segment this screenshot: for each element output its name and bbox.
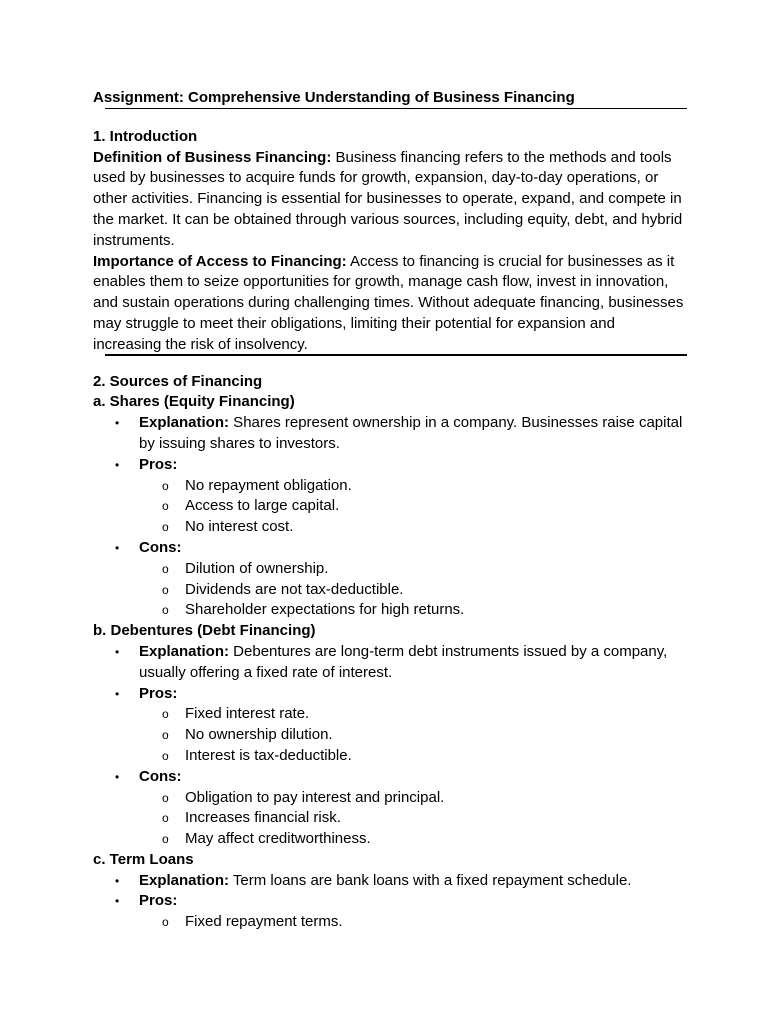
pro-item: No ownership dilution. bbox=[185, 726, 333, 744]
list-item bbox=[93, 704, 687, 725]
bullet-icon: • bbox=[115, 873, 120, 888]
bullet-icon: • bbox=[115, 686, 120, 701]
sub-bullet-icon: o bbox=[162, 520, 169, 535]
con-item: Dilution of ownership. bbox=[185, 559, 329, 577]
bullet-icon: • bbox=[115, 644, 120, 659]
cons-label: Cons: bbox=[139, 767, 182, 785]
list-item bbox=[93, 808, 687, 829]
pro-item: Access to large capital. bbox=[185, 497, 340, 515]
importance-label: Importance of Access to Financing: bbox=[93, 252, 347, 270]
list-item bbox=[93, 684, 687, 705]
sub-bullet-icon: o bbox=[162, 728, 169, 743]
cons-label: Cons: bbox=[139, 538, 182, 556]
sub-bullet-icon: o bbox=[162, 707, 169, 722]
con-item: May affect creditworthiness. bbox=[185, 830, 371, 848]
sub-bullet-icon: o bbox=[162, 478, 169, 493]
sub-bullet-icon: o bbox=[162, 790, 169, 805]
sub-bullet-icon: o bbox=[162, 811, 169, 826]
document-body bbox=[93, 88, 687, 933]
bullet-icon: • bbox=[115, 457, 120, 472]
importance-text: Access to financing is crucial for businesses as it enables them to seize opportunities for growth, manage cash flow, invest in innovation, and sustain operations during challenging times. Without adequate financing, businesses may struggle to meet their obligations, limiting their potential for expansion and increasing the risk of insolvency. bbox=[93, 252, 684, 353]
pro-item: Interest is tax-deductible. bbox=[185, 746, 352, 764]
document-title: Assignment: Comprehensive Understanding of Business Financing bbox=[93, 89, 575, 106]
explanation-text: Debentures are long-term debt instruments issued by a company, usually offering a fixed rate of interest. bbox=[139, 642, 668, 681]
list-item bbox=[93, 642, 687, 684]
list-item bbox=[93, 538, 687, 559]
pros-label: Pros: bbox=[139, 684, 178, 702]
explanation-text: Shares represent ownership in a company. Businesses raise capital by issuing shares to investors. bbox=[139, 414, 683, 452]
list-item bbox=[93, 788, 687, 809]
list-item bbox=[93, 476, 687, 497]
pro-item: No interest cost. bbox=[185, 518, 294, 536]
list-item bbox=[93, 871, 687, 892]
sub-bullet-icon: o bbox=[162, 603, 169, 618]
section-b-title: b. Debentures (Debt Financing) bbox=[93, 622, 316, 640]
sub-bullet-icon: o bbox=[162, 748, 169, 763]
list-item bbox=[93, 517, 687, 538]
sources-heading: 2. Sources of Financing bbox=[93, 372, 263, 390]
explanation-label: Explanation: bbox=[139, 871, 230, 889]
list-item bbox=[93, 559, 687, 580]
list-item bbox=[93, 600, 687, 621]
sub-bullet-icon: o bbox=[162, 499, 169, 514]
explanation-label: Explanation: bbox=[139, 642, 230, 660]
pro-item: Fixed interest rate. bbox=[185, 705, 310, 723]
definition-label: Definition of Business Financing: bbox=[93, 148, 332, 166]
pro-item: Fixed repayment terms. bbox=[185, 913, 343, 931]
pros-label: Pros: bbox=[139, 455, 178, 473]
list-item bbox=[93, 455, 687, 476]
list-item bbox=[93, 746, 687, 767]
sub-bullet-icon: o bbox=[162, 832, 169, 847]
con-item: Dividends are not tax-deductible. bbox=[185, 580, 404, 598]
sub-bullet-icon: o bbox=[162, 582, 169, 597]
bullet-icon: • bbox=[115, 540, 120, 555]
explanation-label: Explanation: bbox=[139, 414, 230, 432]
sub-bullet-icon: o bbox=[162, 561, 169, 576]
con-item: Shareholder expectations for high returns. bbox=[185, 601, 465, 619]
list-item bbox=[93, 891, 687, 912]
bullet-icon: • bbox=[115, 894, 120, 909]
bullet-icon: • bbox=[115, 416, 120, 431]
list-item bbox=[93, 496, 687, 517]
pro-item: No repayment obligation. bbox=[185, 476, 352, 494]
list-item bbox=[93, 580, 687, 601]
section-a-title: a. Shares (Equity Financing) bbox=[93, 393, 295, 411]
importance-paragraph bbox=[93, 252, 687, 356]
definition-paragraph bbox=[93, 148, 687, 252]
list-item bbox=[93, 413, 687, 455]
list-item bbox=[93, 767, 687, 788]
con-item: Obligation to pay interest and principal. bbox=[185, 788, 445, 806]
definition-text: Business financing refers to the methods and tools used by businesses to acquire funds for growth, expansion, day-to-day operations, or other activities. Financing is essential for businesses to operate, expand, and compete in the market. It can be obtained through various sources, including equity, debt, and hybrid instruments. bbox=[93, 148, 683, 249]
pros-label: Pros: bbox=[139, 892, 178, 910]
intro-heading: 1. Introduction bbox=[93, 127, 198, 145]
bullet-icon: • bbox=[115, 769, 120, 784]
section-c-title: c. Term Loans bbox=[93, 850, 194, 868]
explanation-text: Term loans are bank loans with a fixed repayment schedule. bbox=[229, 871, 632, 889]
list-item bbox=[93, 725, 687, 746]
list-item bbox=[93, 912, 687, 933]
list-item bbox=[93, 829, 687, 850]
sub-bullet-icon: o bbox=[162, 915, 169, 930]
con-item: Increases financial risk. bbox=[185, 809, 341, 827]
